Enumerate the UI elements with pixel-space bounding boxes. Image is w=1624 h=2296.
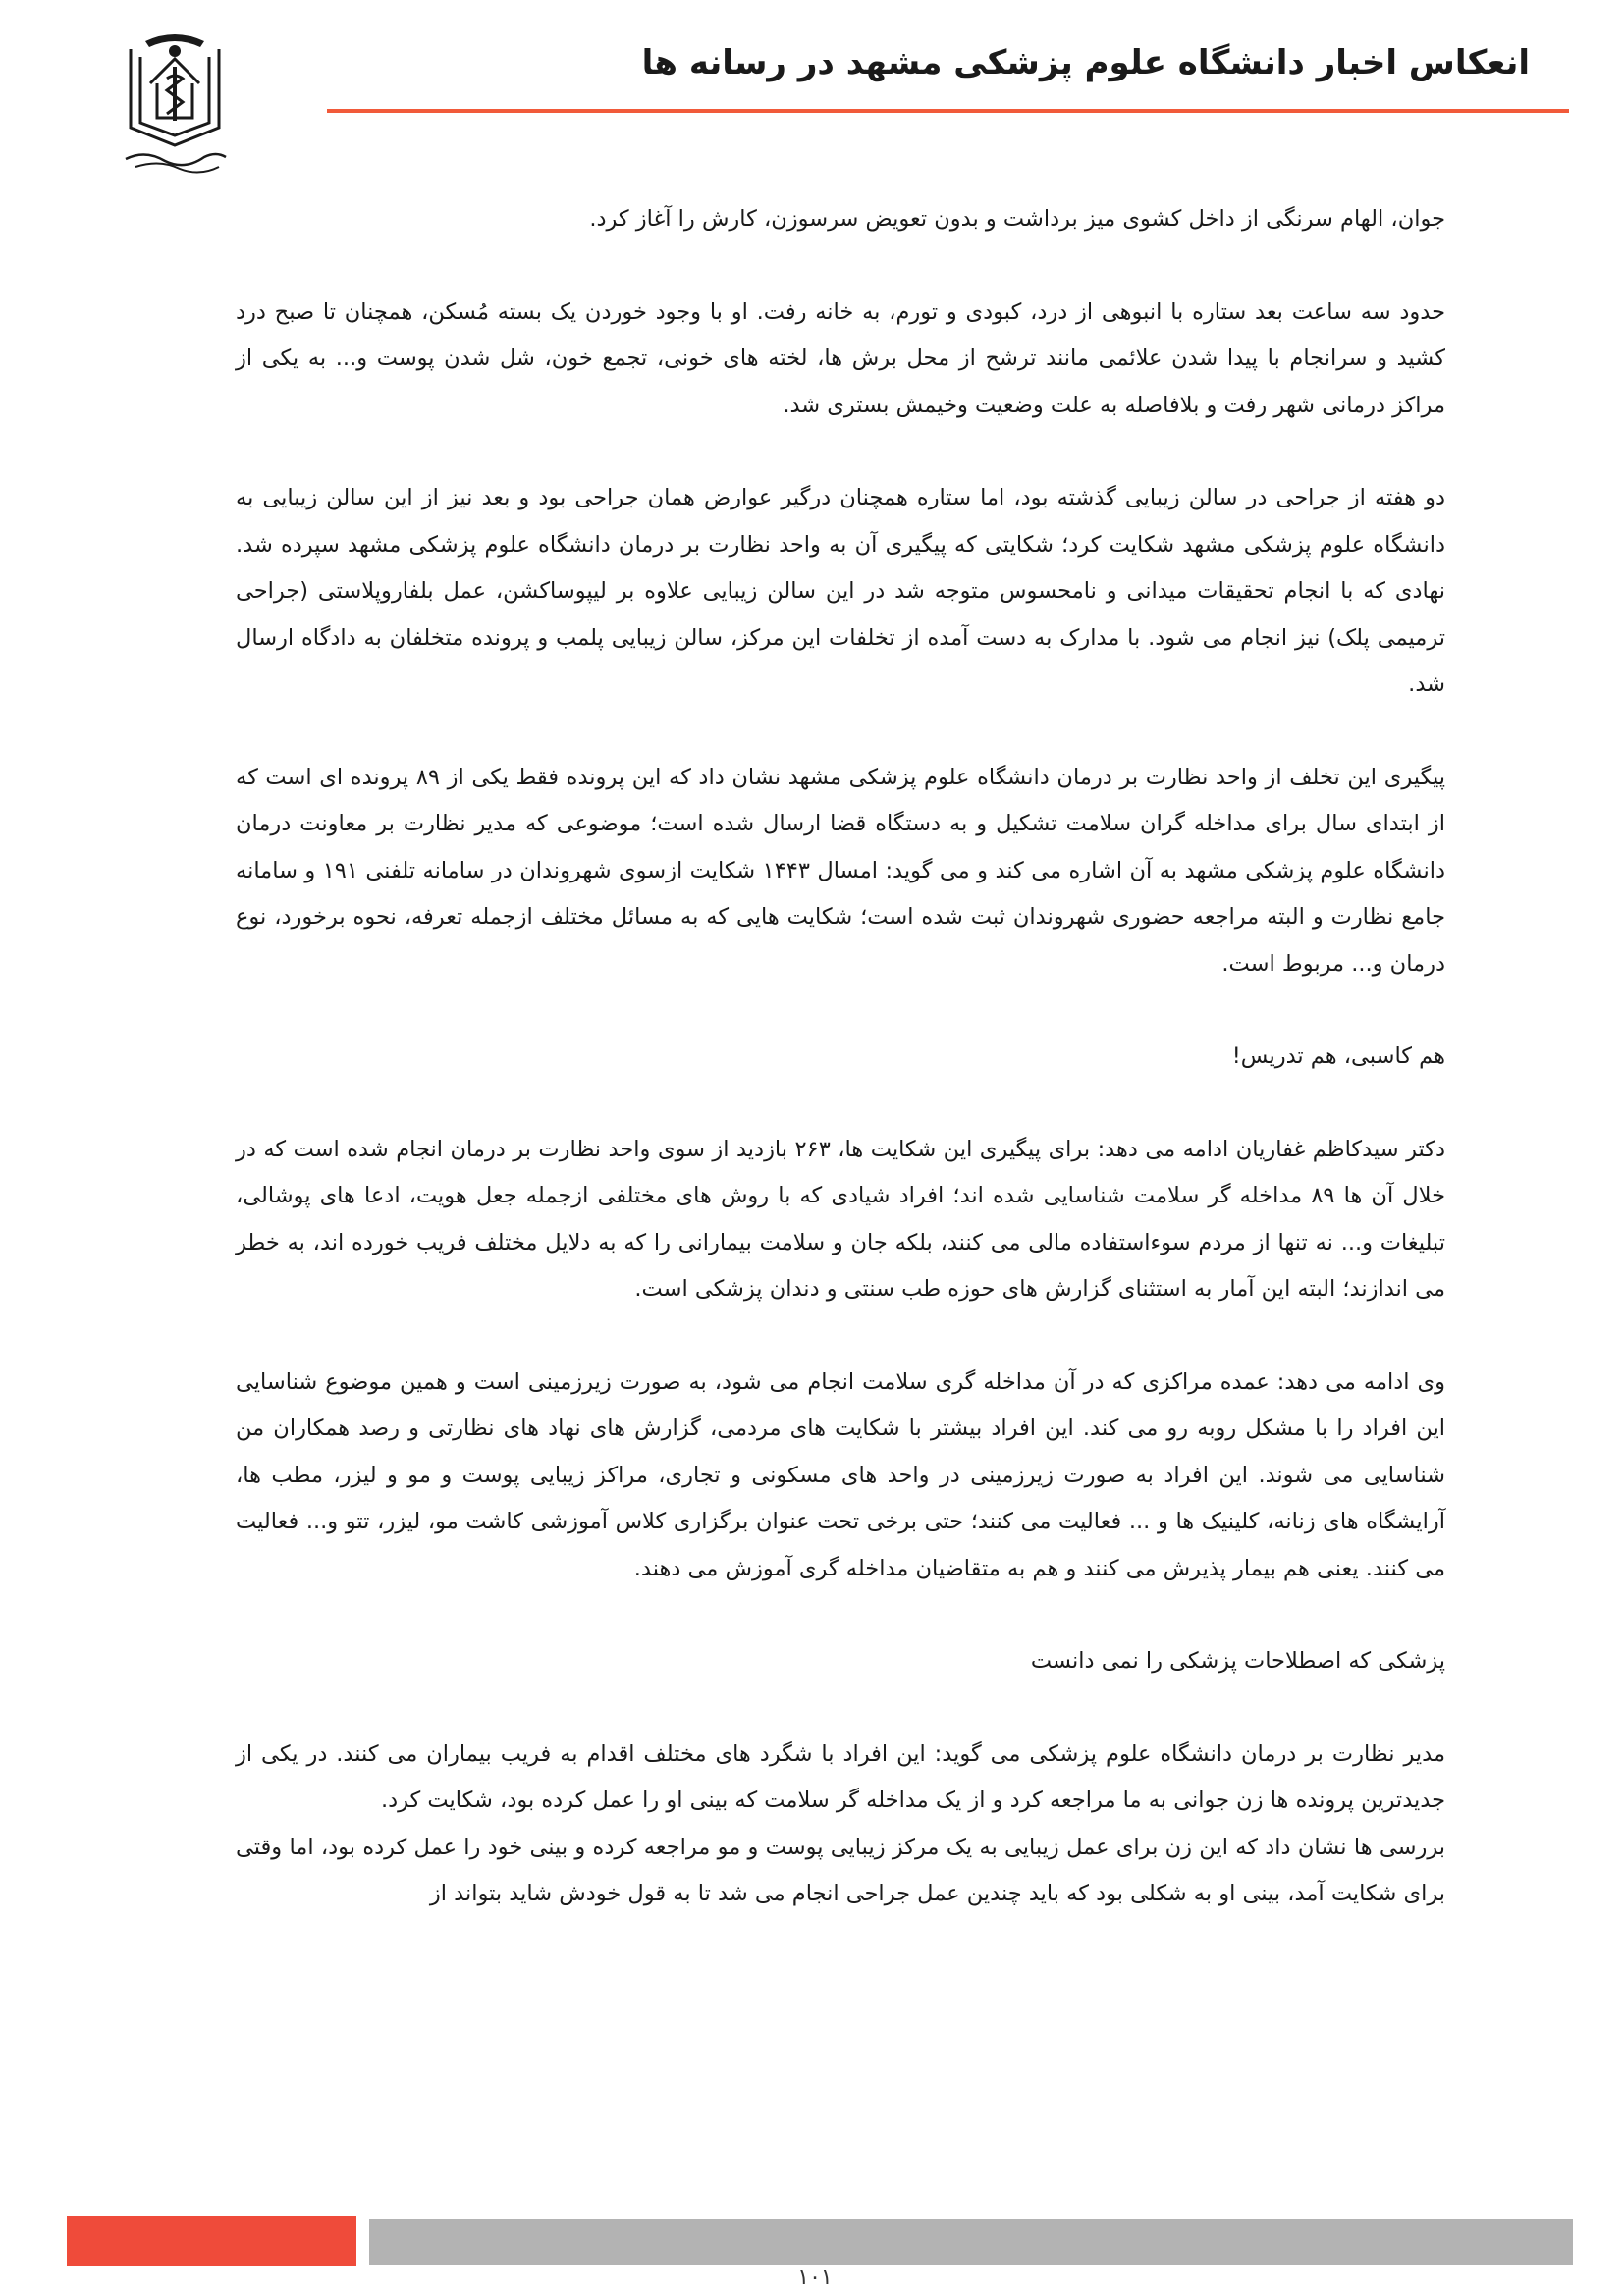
article-paragraph: دکتر سیدکاظم غفاریان ادامه می دهد: برای پیگیری این شکایت ها، ۲۶۳ بازدید از سوی واحد نظارت بر درمان انجام شده است که در خلال آن ها ۸۹ مداخله گر سلامت شناسایی شده اند؛ افراد شیادی که با روش های مختلفی ازجمله جعل هویت، ادعا های پوشالی، تبلیغات و... نه تنها از مردم سوءاستفاده مالی می کنند، بلکه جان و سلامت بیمارانی را که به دلایل مختلف فریب خورده اند، به خطر می اندازند؛ البته این آمار به استثنای گزارش های حوزه طب سنتی و دندان پزشکی است.: [236, 1136, 1445, 1302]
section-subheading: هم کاسبی، هم تدریس!: [1231, 1043, 1445, 1069]
section-subheading: پزشکی که اصطلاحات پزشکی را نمی دانست: [1030, 1648, 1445, 1674]
footer-gray-bar: [369, 2219, 1573, 2265]
article-paragraph: مدیر نظارت بر درمان دانشگاه علوم پزشکی می گوید: این افراد با شگرد های مختلف اقدام به فریب بیماران می کنند. در یکی از جدیدترین پرونده ها زن جوانی به ما مراجعه کرد و از یک مداخله گر سلامت که بینی او را عمل کرده بود، شکایت کرد.: [236, 1740, 1445, 1813]
header-divider: [327, 109, 1569, 113]
article-paragraph: حدود سه ساعت بعد ستاره با انبوهی از درد، کبودی و تورم، به خانه رفت. او با وجود خوردن یک بسته مُسکن، همچنان تا صبح درد کشید و سرانجام با پیدا شدن علائمی مانند ترشح از محل برش ها، لخته های خونی، تجمع خون، شل شدن پوست و... به یکی از مراکز درمانی شهر رفت و بلافاصله به علت وضعیت وخیمش بستری شد.: [236, 298, 1445, 418]
article-paragraph: پیگیری این تخلف از واحد نظارت بر درمان دانشگاه علوم پزشکی مشهد نشان داد که این پرونده فقط یکی از ۸۹ پرونده ای است که از ابتدای سال برای مداخله گران سلامت تشکیل و به دستگاه قضا ارسال شده است؛ موضوعی که مدیر نظارت بر معاونت درمان دانشگاه علوم پزشکی مشهد به آن اشاره می کند و می گوید: امسال ۱۴۴۳ شکایت ازسوی شهروندان در سامانه تلفنی ۱۹۱ و سامانه جامع نظارت و البته مراجعه حضوری شهروندان ثبت شده است؛ شکایت هایی که به مسائل مختلف ازجمله تعرفه، نحوه برخورد، نوع درمان و... مربوط است.: [236, 764, 1445, 977]
article-paragraph: بررسی ها نشان داد که این زن برای عمل زیبایی به یک مرکز زیبایی پوست و مو مراجعه کرده و بینی خود را عمل کرده بود، اما وقتی برای شکایت آمد، بینی او به شکلی بود که باید چندین عمل جراحی انجام می شد تا به قول خودش شاید بتواند از: [236, 1834, 1445, 1906]
article-paragraph: وی ادامه می دهد: عمده مراکزی که در آن مداخله گری سلامت انجام می شود، به صورت زیرزمینی است و همین موضوع شناسایی این افراد را با مشکل روبه رو می کند. این افراد بیشتر با شکایت های مردمی، گزارش های نهاد های نظارتی و رصد همکاران من شناسایی می شوند. این افراد به صورت زیرزمینی در واحد های مسکونی و تجاری، مراکز زیبایی پوست و مو و لیزر، مطب ها، آرایشگاه های زنانه، کلینیک ها و ... فعالیت می کنند؛ حتی برخی تحت عنوان برگزاری کلاس آموزشی کاشت مو، لیزر، تتو و... فعالیت می کنند. یعنی هم بیمار پذیرش می کنند و هم به متقاضیان مداخله گری آموزش می دهند.: [236, 1368, 1445, 1581]
page-number: ۱۰۱: [797, 2266, 833, 2290]
footer-accent-bar: [67, 2216, 356, 2266]
article-paragraph: جوان، الهام سرنگی از داخل کشوی میز برداشت و بدون تعویض سرسوزن، کارش را آغاز کرد.: [589, 206, 1445, 232]
university-crest-icon: [106, 29, 244, 177]
article-body: [236, 196, 1445, 1964]
article-paragraph: دو هفته از جراحی در سالن زیبایی گذشته بود، اما ستاره همچنان درگیر عوارض همان جراحی بود و بعد نیز از این سالن زیبایی به دانشگاه علوم پزشکی مشهد شکایت کرد؛ شکایتی که پیگیری آن به واحد نظارت بر درمان دانشگاه علوم پزشکی مشهد سپرده شد. نهادی که با انجام تحقیقات میدانی و نامحسوس متوجه شد در این سالن زیبایی علاوه بر لیپوساکشن، عمل بلفاروپلاستی (جراحی ترمیمی پلک) نیز انجام می شود. با مدارک به دست آمده از تخلفات این مرکز، سالن زیبایی پلمب و پرونده متخلفان به دادگاه ارسال شد.: [236, 485, 1445, 697]
page-header-title: انعکاس اخبار دانشگاه علوم پزشکی مشهد در رسانه ها: [641, 43, 1530, 82]
